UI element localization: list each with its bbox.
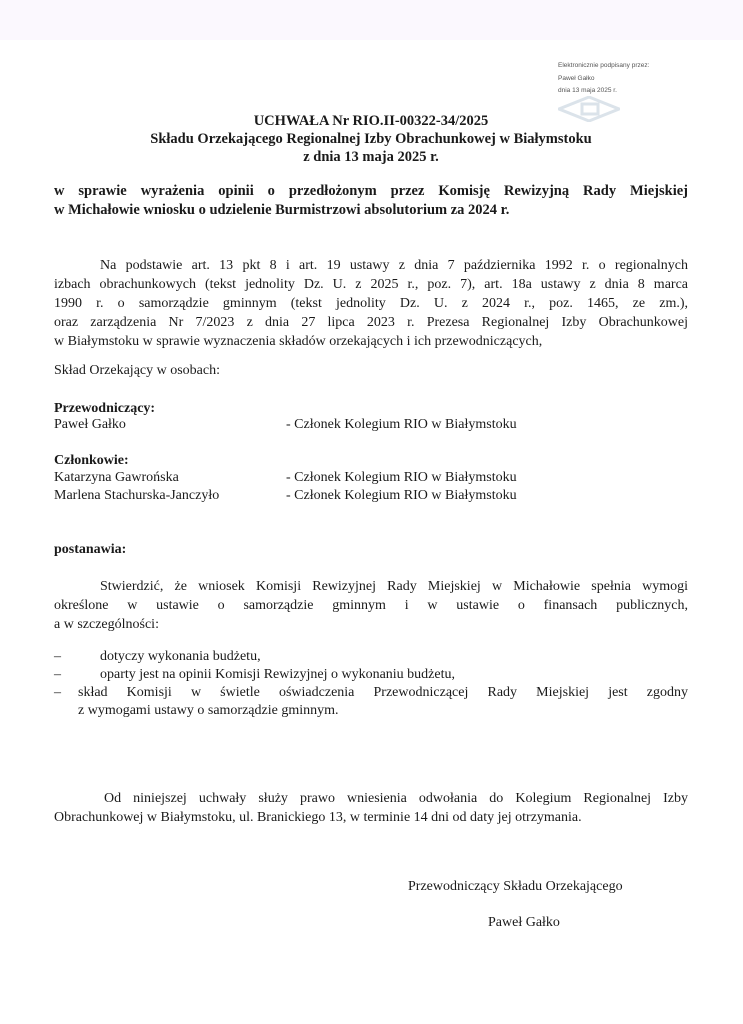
member-role: - Członek Kolegium RIO w Białymstoku	[286, 470, 517, 485]
legal-basis-line-3: 1990 r. o samorządzie gminnym (tekst jednolity Dz. U. z 2024 r., poz. 1465, ze zm.),	[54, 296, 688, 311]
legal-basis-line-1: Na podstawie art. 13 pkt 8 i art. 19 ustawy z dnia 7 października 1992 r. o regionalnych	[100, 258, 688, 273]
electronic-signature-stamp	[558, 60, 698, 98]
decision-line-2: określone w ustawie o samorządzie gminnym i w ustawie o finansach publicznych,	[54, 598, 688, 613]
appeal-paragraph	[54, 789, 688, 827]
subject-line-2: w Michałowie wniosku o udzielenie Burmistrzowi absolutorium za 2024 r.	[54, 202, 510, 218]
decision-heading: postanawia:	[54, 542, 127, 557]
bullet-dash: –	[54, 685, 61, 700]
chair-role: - Członek Kolegium RIO w Białymstoku	[286, 417, 517, 432]
signature-title: Przewodniczący Składu Orzekającego	[408, 879, 623, 894]
decision-paragraph	[54, 577, 688, 634]
resolution-issuer: Składu Orzekającego Regionalnej Izby Obrachunkowej w Białymstoku	[150, 131, 592, 147]
chair-heading: Przewodniczący:	[54, 401, 156, 416]
bullet-text: skład Komisji w świetle oświadczenia Przewodniczącej Rady Miejskiej jest zgodny	[78, 685, 688, 700]
legal-basis-paragraph	[54, 256, 688, 351]
legal-basis-line-2: izbach obrachunkowych (tekst jednolity Dz. U. z 2025 r., poz. 7), art. 18a ustawy z dnia 8 marca	[54, 277, 688, 292]
bullet-dash: –	[54, 667, 61, 682]
stamp-line-date: dnia 13 maja 2025 r.	[558, 87, 617, 94]
bullet-dash: –	[54, 649, 61, 664]
bullet-text: dotyczy wykonania budżetu,	[100, 649, 261, 664]
appeal-line-1: Od niniejszej uchwały służy prawo wniesienia odwołania do Kolegium Regionalnej Izby	[104, 791, 688, 806]
resolution-number: UCHWAŁA Nr RIO.II-00322-34/2025	[253, 113, 489, 129]
member-name: Katarzyna Gawrońska	[54, 470, 179, 485]
stamp-line-signer: Paweł Gałko	[558, 74, 595, 82]
chair-name: Paweł Gałko	[54, 417, 126, 432]
resolution-title	[60, 112, 682, 166]
panel-intro: Skład Orzekający w osobach:	[54, 363, 220, 378]
members-heading: Członkowie:	[54, 453, 129, 468]
legal-basis-line-5: w Białymstoku w sprawie wyznaczenia składów orzekających i ich przewodniczących,	[54, 334, 543, 349]
member-name: Marlena Stachurska-Janczyło	[54, 488, 220, 503]
legal-basis-line-4: oraz zarządzenia Nr 7/2023 z dnia 27 lipca 2023 r. Prezesa Regionalnej Izby Obrachunkowej	[54, 315, 688, 330]
member-role: - Członek Kolegium RIO w Białymstoku	[286, 488, 517, 503]
decision-line-1: Stwierdzić, że wniosek Komisji Rewizyjnej Rady Miejskiej w Michałowie spełnia wymogi	[100, 579, 688, 594]
decision-line-3: a w szczególności:	[54, 617, 159, 632]
appeal-line-2: Obrachunkowej w Białymstoku, ul. Branickiego 13, w terminie 14 dni od daty jej otrzymania.	[54, 810, 582, 825]
stamp-line-signed-by: Elektronicznie podpisany przez:	[558, 62, 650, 69]
resolution-date: z dnia 13 maja 2025 r.	[303, 149, 439, 165]
bullet-continuation-text: z wymogami ustawy o samorządzie gminnym.	[78, 703, 339, 718]
resolution-subject	[54, 182, 688, 220]
signature-name: Paweł Gałko	[488, 915, 560, 930]
subject-line-1: w sprawie wyrażenia opinii o przedłożonym przez Komisję Rewizyjną Rady Miejskiej	[54, 183, 688, 199]
bullet-text: oparty jest na opinii Komisji Rewizyjnej o wykonaniu budżetu,	[100, 667, 455, 682]
viewer-top-bar	[0, 0, 743, 40]
